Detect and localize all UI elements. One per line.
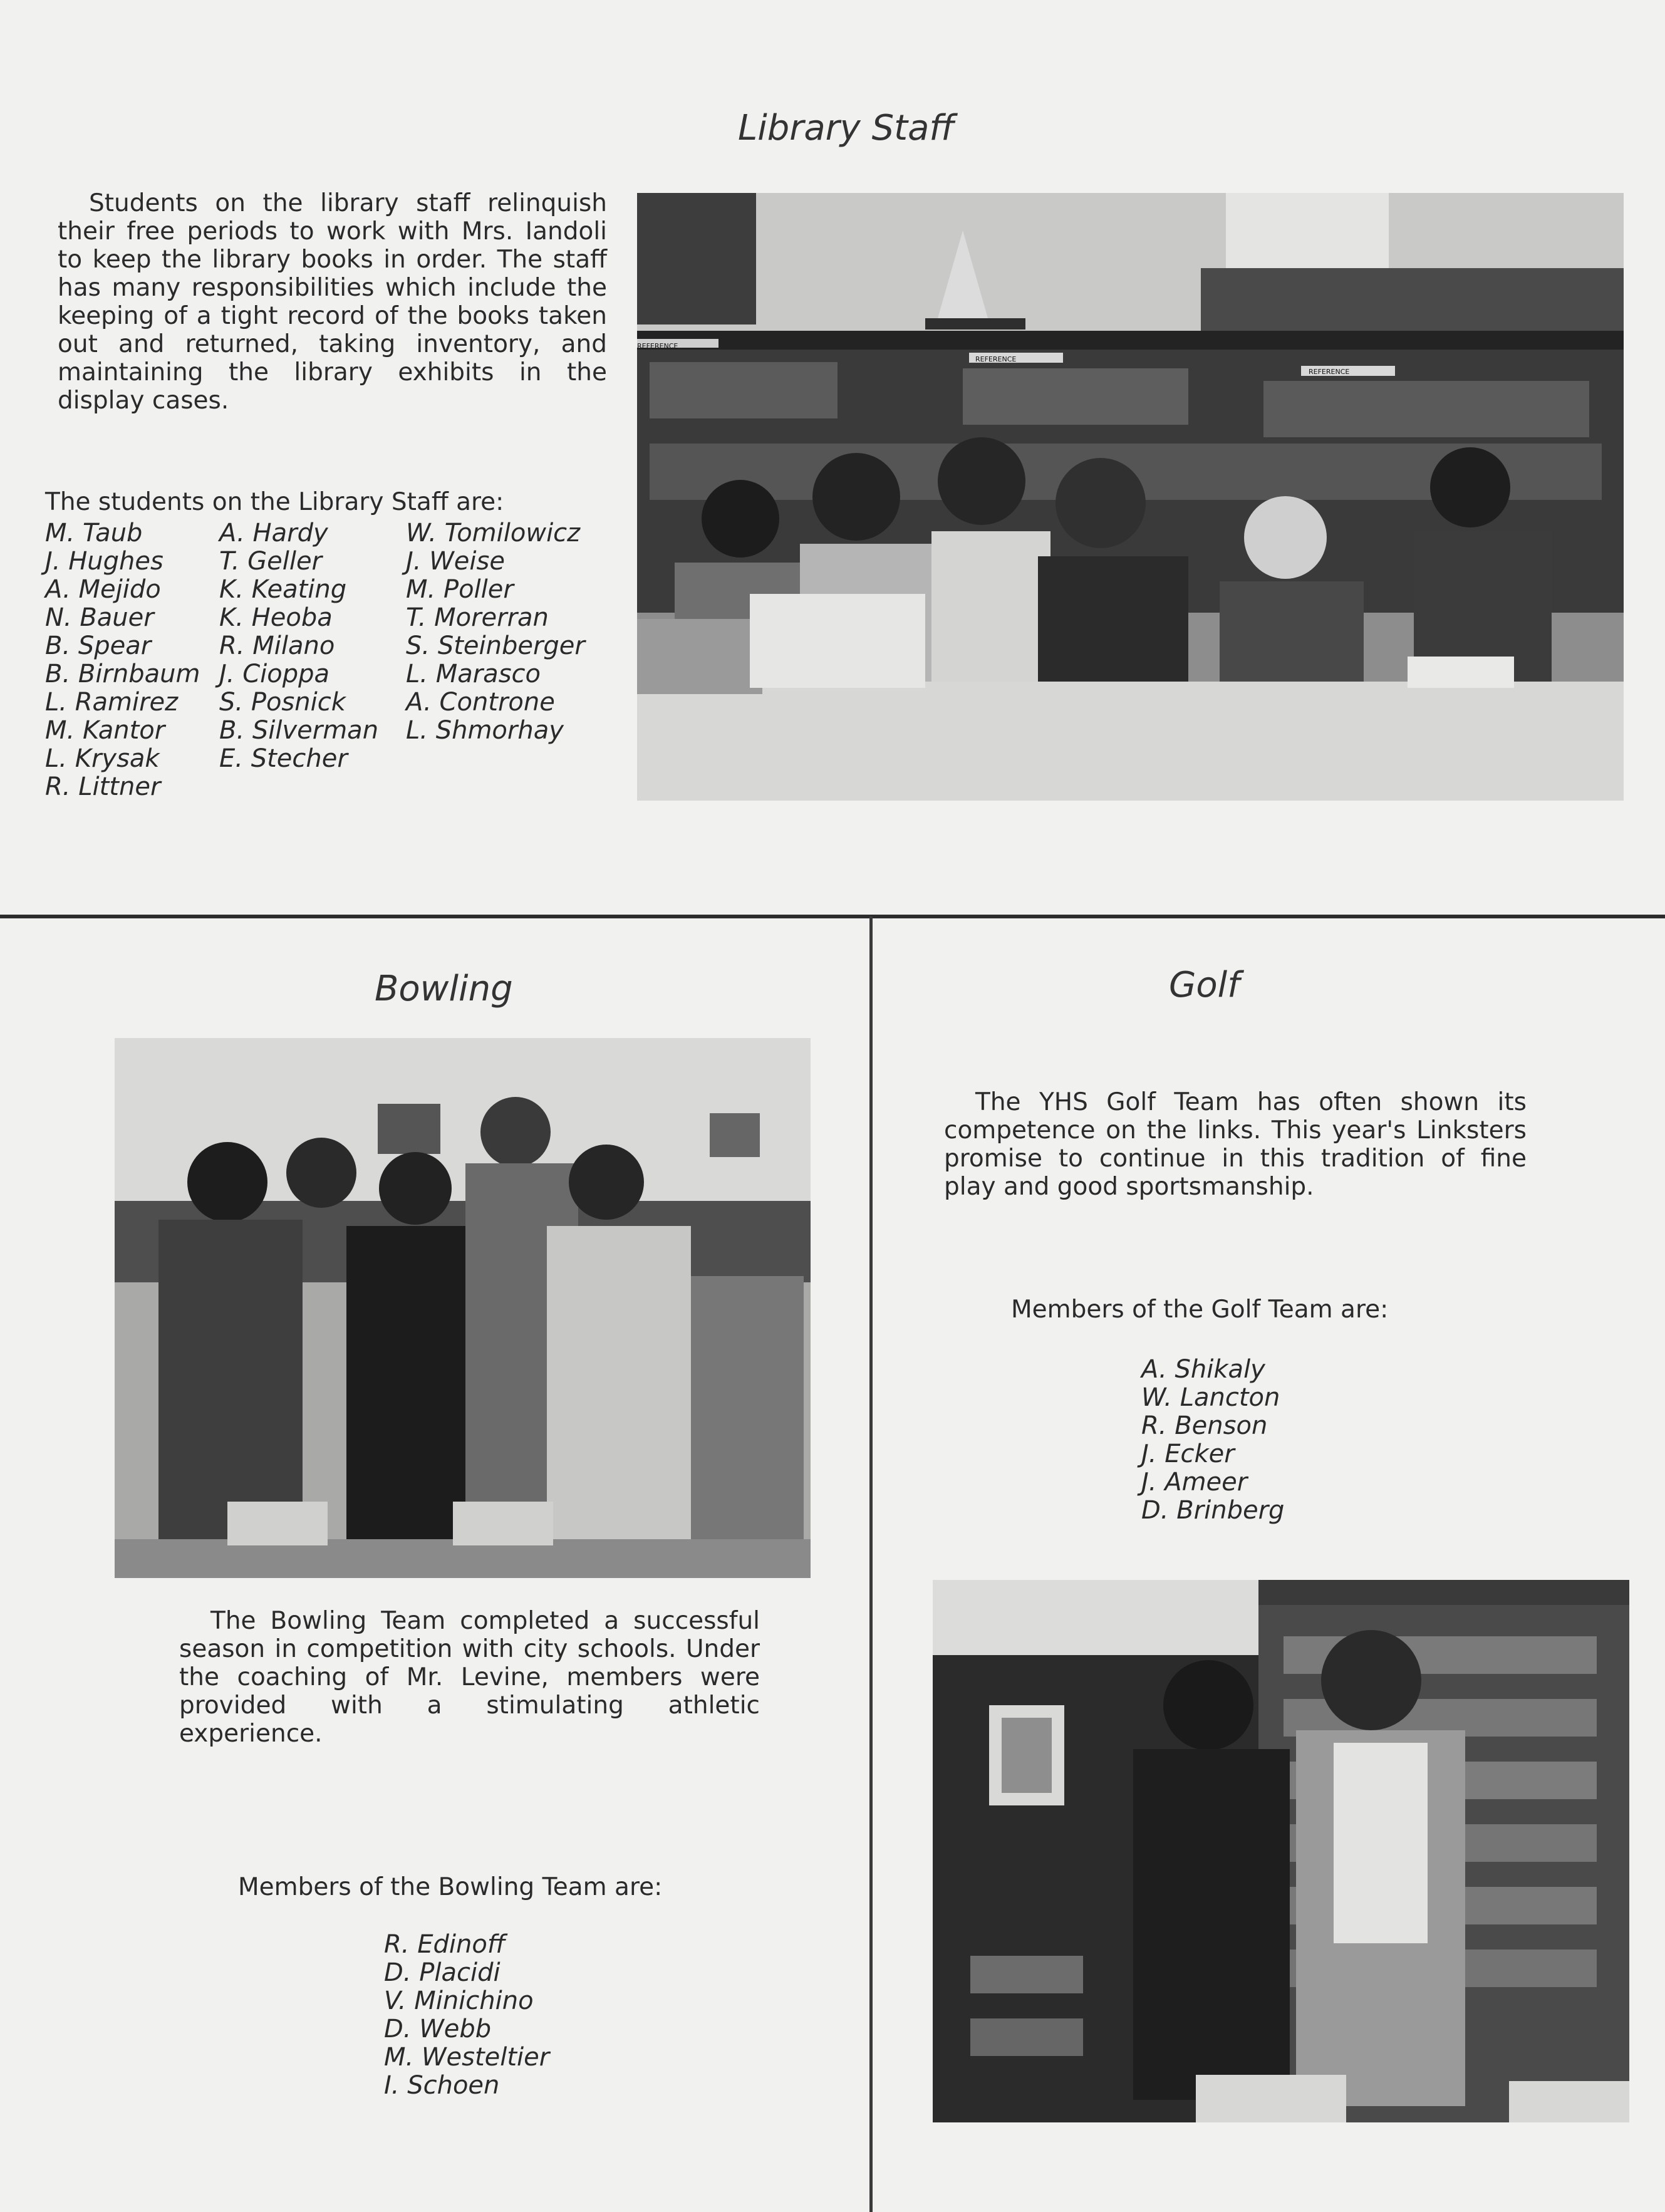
golf-team-photo	[933, 1580, 1629, 2122]
list-item: M. Taub	[45, 519, 143, 548]
bowling-list-heading: Members of the Bowling Team are:	[238, 1873, 663, 1901]
list-item: B. Silverman	[219, 716, 379, 745]
list-item: T. Geller	[219, 547, 323, 576]
library-staff-column-3	[406, 519, 585, 745]
list-item: W. Lancton	[1141, 1383, 1280, 1412]
list-item: I. Schoen	[384, 2071, 500, 2100]
list-item: J. Hughes	[45, 547, 163, 576]
shelf-label: REFERENCE	[975, 355, 1017, 363]
golf-title: Golf	[1169, 965, 1240, 1005]
list-item: J. Ecker	[1141, 1440, 1235, 1468]
list-item: E. Stecher	[219, 744, 348, 773]
bowling-members-list	[384, 1931, 549, 2100]
list-item: L. Marasco	[406, 660, 541, 688]
list-item: L. Ramirez	[45, 688, 179, 717]
list-item: K. Heoba	[219, 603, 333, 632]
list-item: R. Milano	[219, 631, 335, 660]
list-item: S. Posnick	[219, 688, 346, 717]
bowling-title: Bowling	[375, 968, 513, 1009]
library-staff-column-1	[45, 519, 200, 801]
horizontal-divider	[0, 915, 1665, 918]
list-item: L. Krysak	[45, 744, 160, 773]
list-item: M. Kantor	[45, 716, 165, 745]
list-item: R. Littner	[45, 772, 161, 801]
list-item: A. Mejido	[45, 575, 161, 604]
list-item: A. Controne	[406, 688, 555, 717]
list-item: A. Hardy	[219, 519, 328, 548]
list-item: J. Cioppa	[219, 660, 330, 688]
list-item: R. Benson	[1141, 1411, 1268, 1440]
list-item: R. Edinoff	[384, 1930, 506, 1959]
golf-description: The YHS Golf Team has often shown its competence on the links. This year's Linksters promise to continue in this tradition of fine play and good sportsmanship.	[944, 1088, 1527, 1201]
list-item: L. Shmorhay	[406, 716, 564, 745]
list-item: J. Ameer	[1141, 1468, 1248, 1497]
list-item: M. Poller	[406, 575, 514, 604]
list-item: W. Tomilowicz	[406, 519, 581, 548]
bowling-description: The Bowling Team completed a successful season in competition with city schools. Under the coaching of Mr. Levine, members were provided with a stimulating athletic experience.	[179, 1607, 760, 1748]
list-item: D. Placidi	[384, 1958, 501, 1987]
vertical-divider	[869, 916, 873, 2212]
list-item: A. Shikaly	[1141, 1355, 1265, 1384]
shelf-label: REFERENCE	[637, 342, 678, 350]
shelf-label: REFERENCE	[1309, 368, 1350, 376]
library-staff-photo	[637, 193, 1624, 801]
golf-members-list	[1141, 1356, 1284, 1525]
list-item: M. Westeltier	[384, 2043, 550, 2072]
bowling-team-photo	[115, 1038, 811, 1578]
library-staff-title: Library Staff	[738, 108, 955, 148]
list-item: V. Minichino	[384, 1986, 534, 2015]
list-item: T. Morerran	[406, 603, 549, 632]
library-staff-description: Students on the library staff relinquish their free periods to work with Mrs. Iandoli to keep the library books in order. The staff has many responsibilities which include the keeping of a tight record of the books taken out and returned, taking inventory, and maintaining the library exhibits in the display cases.	[58, 189, 607, 415]
list-item: S. Steinberger	[406, 631, 585, 660]
golf-list-heading: Members of the Golf Team are:	[1011, 1296, 1389, 1324]
list-item: N. Bauer	[45, 603, 154, 632]
list-item: K. Keating	[219, 575, 347, 604]
list-item: D. Webb	[384, 2015, 492, 2043]
library-staff-column-2	[219, 519, 378, 773]
list-item: B. Birnbaum	[45, 660, 200, 688]
library-staff-list-heading: The students on the Library Staff are:	[45, 488, 504, 516]
list-item: J. Weise	[406, 547, 505, 576]
list-item: B. Spear	[45, 631, 152, 660]
list-item: D. Brinberg	[1141, 1496, 1285, 1525]
